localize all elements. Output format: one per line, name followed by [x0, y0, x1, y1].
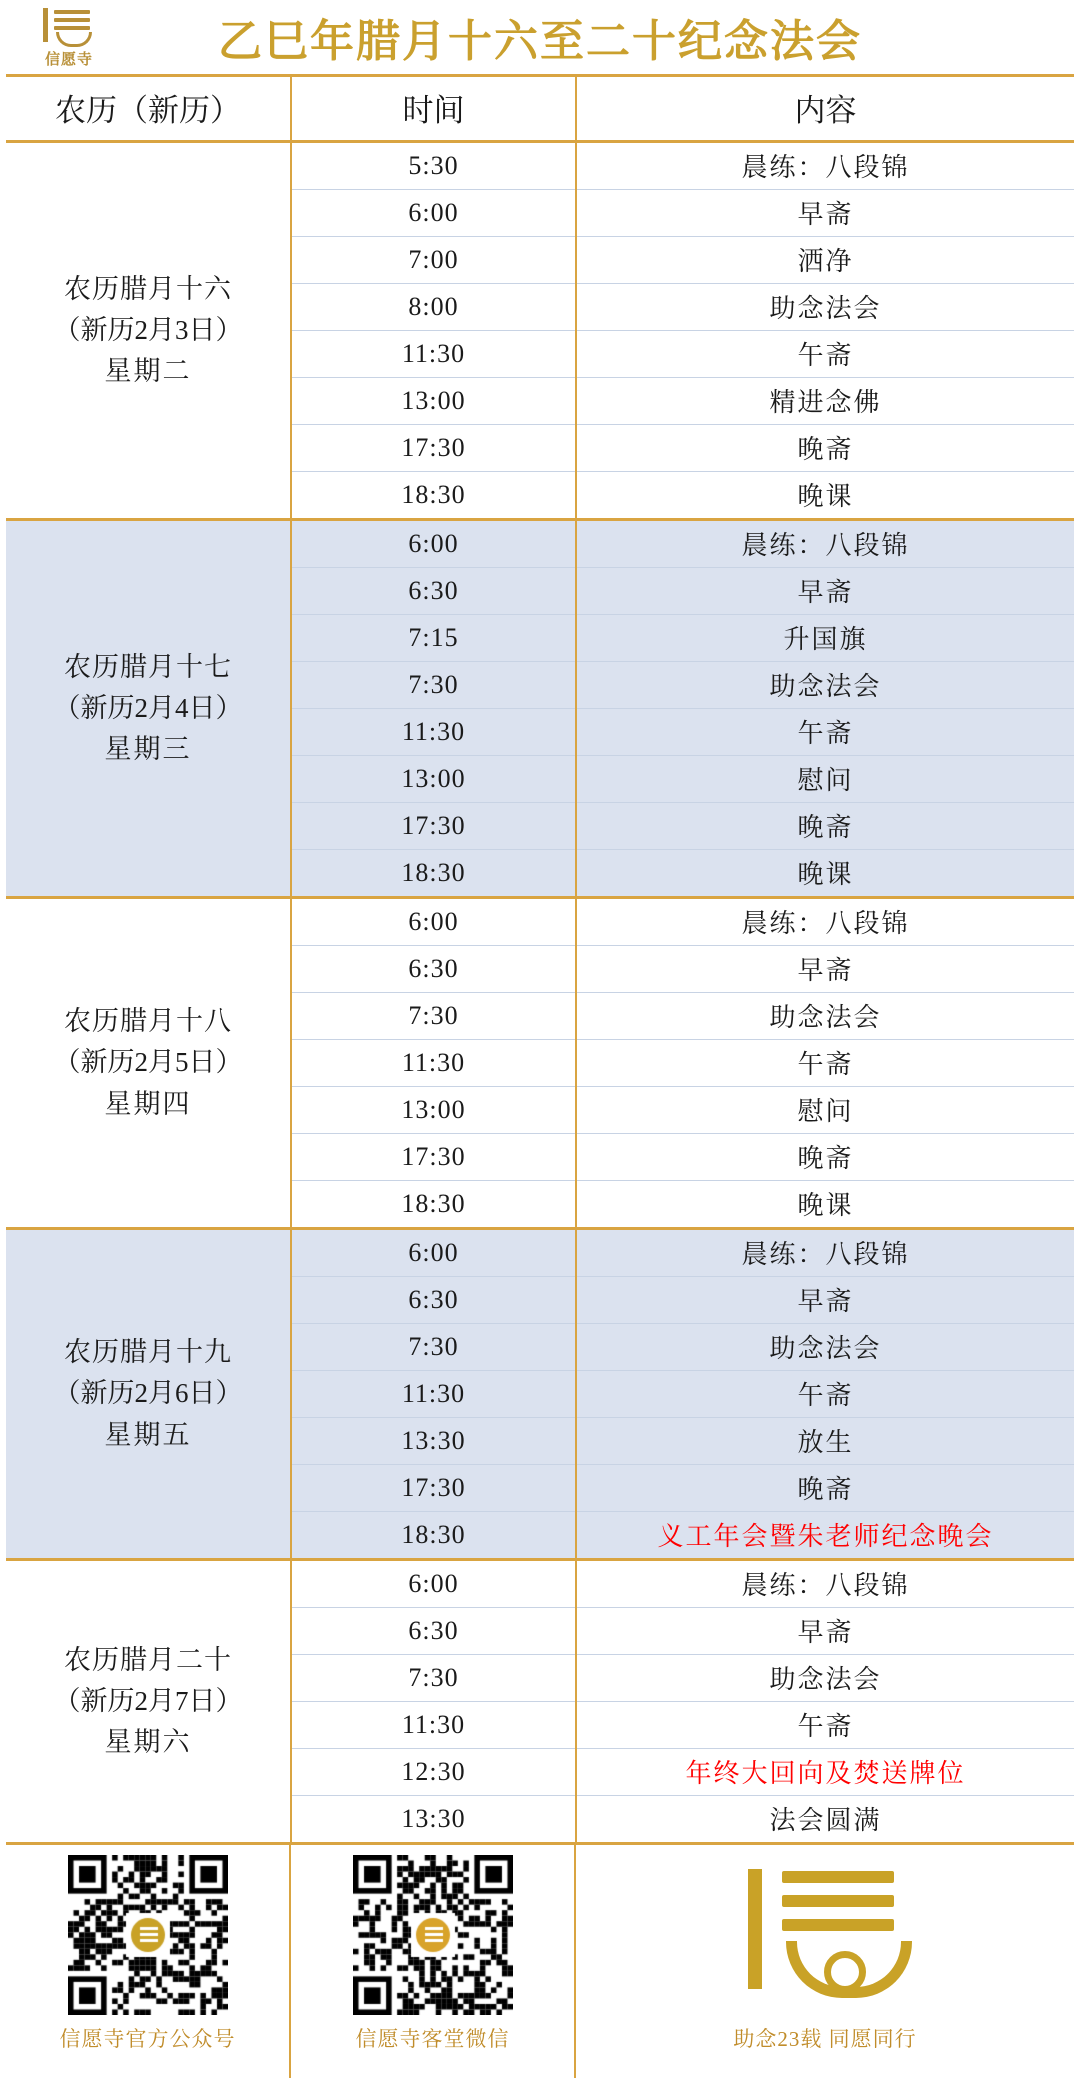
- event-cell: 晚课: [797, 860, 854, 889]
- day-gregorian: （新历2月4日）: [53, 692, 243, 723]
- event-cell: 晨练：八段锦: [576, 520, 1074, 568]
- temple-logo-icon: [40, 6, 98, 46]
- event-cell: 晨练：八段锦: [576, 1229, 1074, 1277]
- event-cell: 助念法会: [576, 993, 1074, 1040]
- time-cell: 8:00: [291, 284, 576, 331]
- time-cell: 6:30: [291, 946, 576, 993]
- event-cell: 午斋: [576, 709, 1074, 756]
- day-cell: [6, 1560, 291, 1843]
- time-cell: 6:00: [291, 520, 576, 568]
- event-cell: 义工年会暨朱老师纪念晚会: [657, 1522, 994, 1551]
- day-lunar: 农历腊月十九: [64, 1337, 232, 1368]
- time-cell: 18:30: [291, 850, 576, 898]
- event-cell: 助念法会: [576, 1655, 1074, 1702]
- day-weekday: 星期二: [104, 356, 192, 387]
- day-lunar: 农历腊月十七: [64, 651, 232, 682]
- time-cell: 7:30: [291, 1655, 576, 1702]
- table-row: [6, 1560, 1074, 1608]
- time-cell: 18:30: [291, 1512, 576, 1560]
- time-cell: 5:30: [291, 142, 576, 190]
- event-cell: 早斋: [576, 568, 1074, 615]
- footer-cell-wechat: [291, 1845, 576, 2078]
- event-cell: 放生: [576, 1418, 1074, 1465]
- day-gregorian: （新历2月3日）: [53, 314, 243, 345]
- table-row: [6, 142, 1074, 190]
- footer-cell-official-account: [6, 1845, 291, 2078]
- time-cell: 13:30: [291, 1418, 576, 1465]
- column-header-content: 内容: [576, 77, 1074, 142]
- qr-code-official[interactable]: [68, 1855, 228, 2015]
- event-cell: 晨练：八段锦: [576, 1560, 1074, 1608]
- day-weekday: 星期四: [104, 1088, 192, 1119]
- time-cell: 7:30: [291, 1324, 576, 1371]
- poster-footer: [6, 1842, 1074, 2078]
- poster-header: [6, 0, 1074, 77]
- time-cell: 17:30: [291, 1465, 576, 1512]
- time-cell: 11:30: [291, 1040, 576, 1087]
- event-cell: 晨练：八段锦: [576, 898, 1074, 946]
- event-cell: 晚斋: [576, 1134, 1074, 1181]
- event-cell: 晚课: [797, 482, 854, 511]
- qr-caption-wechat: 信愿寺客堂微信: [355, 2027, 510, 2051]
- time-cell: 6:30: [291, 1277, 576, 1324]
- event-cell: 慰问: [576, 756, 1074, 803]
- time-cell: 7:30: [291, 993, 576, 1040]
- day-cell: [6, 898, 291, 1229]
- temple-logo-large-icon: [730, 1855, 920, 2015]
- event-cell: 晨练：八段锦: [576, 142, 1074, 190]
- event-cell: 洒净: [576, 237, 1074, 284]
- schedule-table: [6, 77, 1074, 1842]
- time-cell: 6:30: [291, 1608, 576, 1655]
- day-cell: [6, 142, 291, 520]
- page-title: 乙巳年腊月十六至二十纪念法会: [218, 17, 862, 66]
- day-weekday: 星期三: [104, 734, 192, 765]
- table-header-row: [6, 77, 1074, 142]
- event-cell: 晚斋: [576, 1465, 1074, 1512]
- temple-logo-text: 信愿寺: [44, 51, 93, 68]
- schedule-body: [6, 142, 1074, 1843]
- time-cell: 11:30: [291, 1371, 576, 1418]
- time-cell: 13:30: [291, 1796, 576, 1843]
- time-cell: 6:30: [291, 568, 576, 615]
- event-cell: 升国旗: [576, 615, 1074, 662]
- time-cell: 6:00: [291, 1229, 576, 1277]
- temple-logo: [24, 4, 114, 70]
- time-cell: 7:30: [291, 662, 576, 709]
- time-cell: 6:00: [291, 1560, 576, 1608]
- event-cell: 精进念佛: [576, 378, 1074, 425]
- footer-cell-slogan: [576, 1845, 1074, 2078]
- day-lunar: 农历腊月十六: [64, 273, 232, 304]
- time-cell: 7:00: [291, 237, 576, 284]
- time-cell: 17:30: [291, 425, 576, 472]
- event-cell: 早斋: [576, 190, 1074, 237]
- day-weekday: 星期五: [104, 1419, 192, 1450]
- time-cell: 17:30: [291, 803, 576, 850]
- table-row: [6, 1229, 1074, 1277]
- column-header-time: 时间: [291, 77, 576, 142]
- day-gregorian: （新历2月5日）: [53, 1047, 243, 1078]
- day-cell: [6, 520, 291, 898]
- day-lunar: 农历腊月十八: [64, 1006, 232, 1037]
- time-cell: 17:30: [291, 1134, 576, 1181]
- event-cell: 慰问: [576, 1087, 1074, 1134]
- table-row: [6, 520, 1074, 568]
- time-cell: 13:00: [291, 1087, 576, 1134]
- qr-code-wechat[interactable]: [353, 1855, 513, 2015]
- event-cell: 晚斋: [576, 425, 1074, 472]
- event-cell: 午斋: [576, 331, 1074, 378]
- time-cell: 18:30: [291, 1181, 576, 1229]
- event-cell: 午斋: [576, 1702, 1074, 1749]
- event-cell: 午斋: [576, 1371, 1074, 1418]
- time-cell: 7:15: [291, 615, 576, 662]
- day-cell: [6, 1229, 291, 1560]
- time-cell: 6:00: [291, 190, 576, 237]
- time-cell: 18:30: [291, 472, 576, 520]
- event-cell: 助念法会: [576, 662, 1074, 709]
- day-gregorian: （新历2月7日）: [53, 1685, 243, 1716]
- event-cell: 早斋: [576, 946, 1074, 993]
- event-cell: 法会圆满: [769, 1806, 882, 1835]
- time-cell: 11:30: [291, 331, 576, 378]
- footer-slogan: 助念23载 同愿同行: [733, 2027, 917, 2051]
- day-lunar: 农历腊月二十: [64, 1644, 232, 1675]
- event-cell: 早斋: [576, 1608, 1074, 1655]
- time-cell: 12:30: [291, 1749, 576, 1796]
- time-cell: 11:30: [291, 1702, 576, 1749]
- qr-caption-official: 信愿寺官方公众号: [59, 2027, 236, 2051]
- column-header-date: 农历（新历）: [6, 77, 291, 142]
- event-cell: 年终大回向及焚送牌位: [576, 1749, 1074, 1796]
- time-cell: 13:00: [291, 378, 576, 425]
- time-cell: 6:00: [291, 898, 576, 946]
- table-row: [6, 898, 1074, 946]
- event-cell: 助念法会: [576, 284, 1074, 331]
- day-weekday: 星期六: [104, 1727, 192, 1758]
- event-cell: 晚斋: [576, 803, 1074, 850]
- event-cell: 助念法会: [576, 1324, 1074, 1371]
- event-cell: 晚课: [797, 1191, 854, 1220]
- time-cell: 13:00: [291, 756, 576, 803]
- event-cell: 午斋: [576, 1040, 1074, 1087]
- day-gregorian: （新历2月6日）: [53, 1378, 243, 1409]
- event-cell: 早斋: [576, 1277, 1074, 1324]
- time-cell: 11:30: [291, 709, 576, 756]
